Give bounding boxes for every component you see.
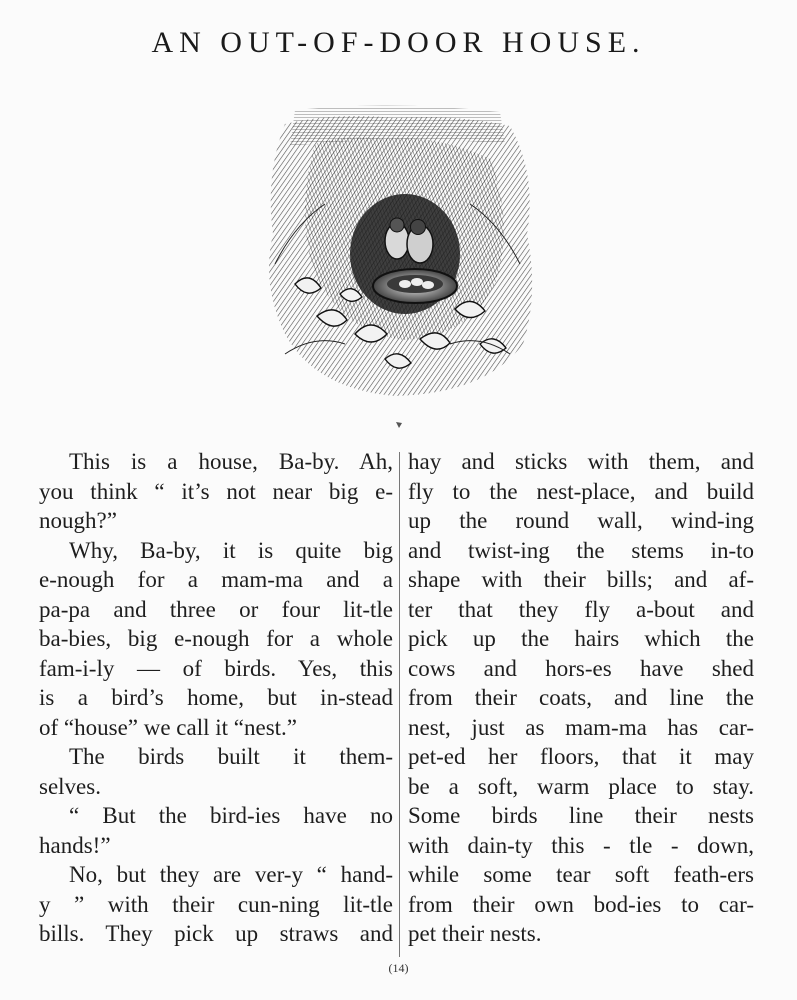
text-line: ba-bies, big e-nough for a whole — [39, 626, 393, 651]
text-line: bills. They pick up straws and — [39, 921, 393, 946]
text-line: This is a house, Ba-by. Ah, — [69, 449, 393, 474]
text-line: pa-pa and three or four lit-tle — [39, 596, 393, 622]
text-column-right — [408, 447, 754, 949]
text-line: hay and sticks with them, and — [408, 449, 754, 474]
text-line: with dain-ty this - tle - down, — [408, 832, 754, 858]
text-line: nest, just as mam-ma has car- — [408, 714, 754, 740]
text-line: shape with their bills; and af- — [408, 567, 754, 592]
page-number: (14) — [388, 961, 409, 975]
text-line: and twist-ing the stems in-to — [408, 537, 754, 563]
text-line: No, but they are ver-y “ hand- — [69, 862, 393, 887]
text-line: selves. — [39, 773, 101, 799]
text-line: pet-ed her floors, that it may — [408, 744, 754, 769]
text-line: be a soft, warm place to stay. — [408, 773, 754, 799]
text-line: pick up the hairs which the — [408, 626, 754, 651]
text-line: you think “ it’s not near big e- — [39, 478, 393, 504]
text-line: while some tear soft feath-ers — [408, 862, 754, 887]
text-line: pet their nests. — [408, 921, 542, 946]
text-line: hands!” — [39, 832, 111, 858]
text-line: cows and hors-es have shed — [408, 655, 754, 681]
bird-nest-illustration — [255, 104, 540, 399]
text-line: nough?” — [39, 508, 117, 533]
text-line: y ” with their cun-ning lit-tle — [39, 891, 393, 917]
column-divider — [399, 452, 400, 957]
text-line: Why, Ba-by, it is quite big — [69, 537, 393, 563]
text-line: Some birds line their nests — [408, 803, 754, 828]
text-line: is a bird’s home, but in-stead — [39, 685, 393, 710]
text-line: from their own bod-ies to car- — [408, 891, 754, 917]
ornament-mark — [395, 421, 403, 429]
text-line: up the round wall, wind-ing — [408, 508, 754, 533]
text-line: of “house” we call it “nest.” — [39, 714, 297, 740]
text-line: The birds built it them- — [69, 744, 393, 769]
text-line: ter that they fly a-bout and — [408, 596, 754, 622]
page-title: AN OUT-OF-DOOR HOUSE. — [151, 26, 646, 59]
text-line: fam-i-ly — of birds. Yes, this — [39, 655, 393, 681]
text-line: fly to the nest-place, and build — [408, 478, 754, 504]
text-line: “ But the bird-ies have no — [69, 803, 393, 828]
text-line: from their coats, and line the — [408, 685, 754, 710]
text-column-left — [39, 447, 393, 949]
text-line: e-nough for a mam-ma and a — [39, 567, 393, 592]
